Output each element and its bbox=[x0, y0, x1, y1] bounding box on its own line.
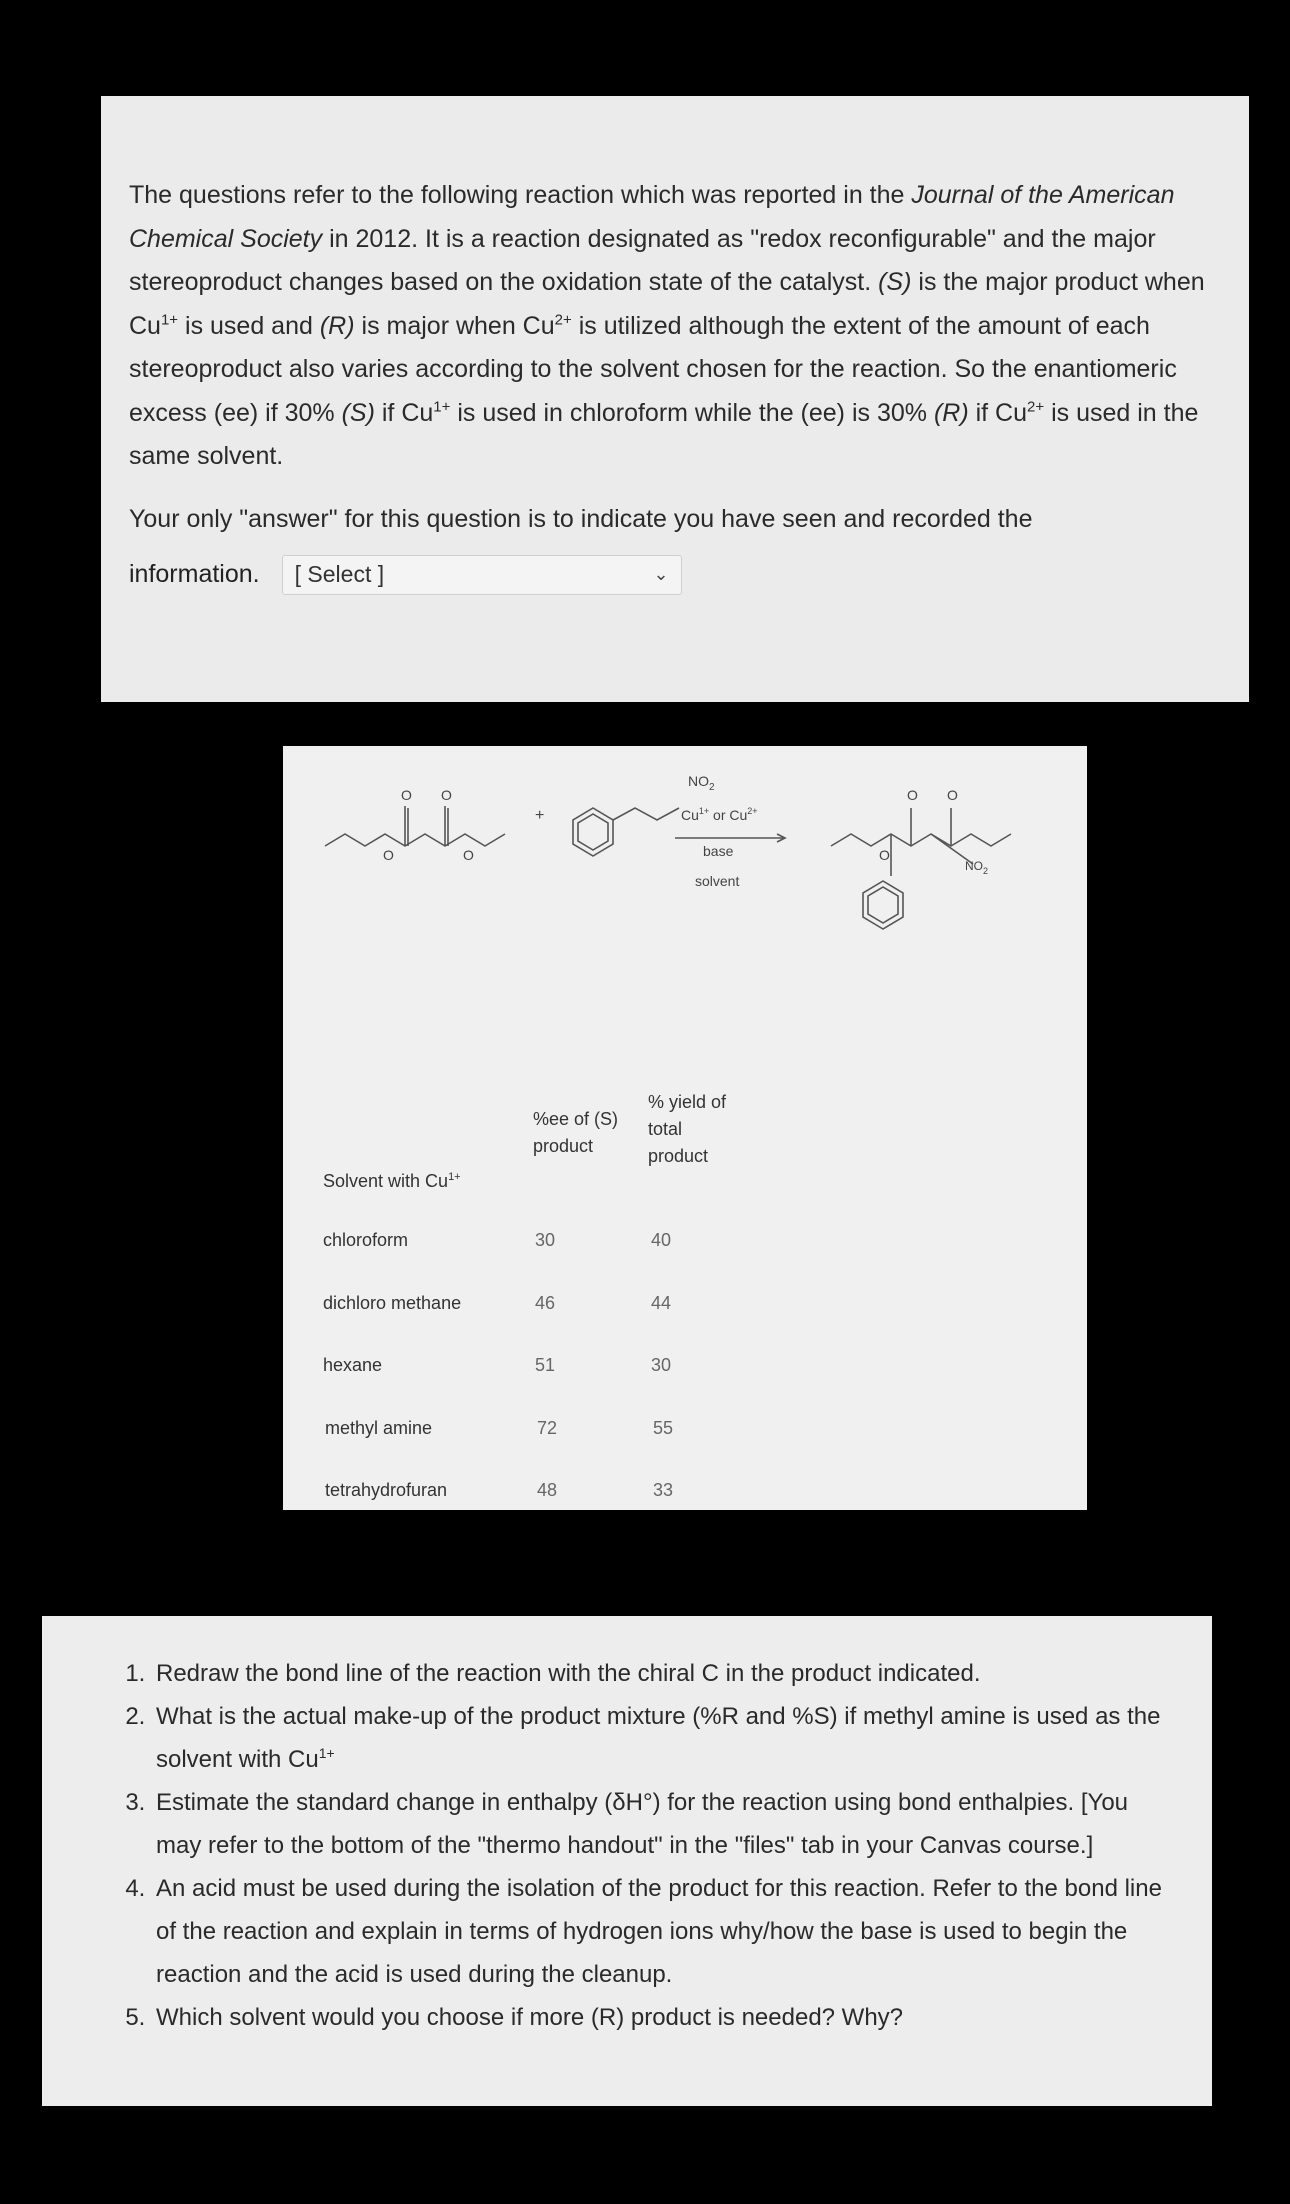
question-item: 2. What is the actual make-up of the product mixture (%R and %S) if methyl amine is used as the solvent with $Cu^{1+}$ bbox=[152, 1695, 1172, 1781]
question-item: 5. Which solvent would you choose if more (R) product is needed? Why? bbox=[152, 1996, 1172, 2039]
reaction-scheme bbox=[283, 746, 1087, 976]
instruction-text-end: information. bbox=[129, 560, 260, 588]
yield-value: 40 bbox=[651, 1230, 672, 1250]
instruction-text: Your only "answer" for this question is to indicate you have seen and recorded the bbox=[129, 504, 1033, 533]
solvent-name: chloroform bbox=[323, 1230, 409, 1250]
nitro-label: $NO_2$ bbox=[688, 773, 715, 793]
question-list bbox=[152, 1652, 1172, 2039]
col-header-ee: %ee of (S) product bbox=[533, 1109, 619, 1156]
solvent-name: methyl amine bbox=[325, 1418, 433, 1438]
yield-value: 30 bbox=[651, 1355, 672, 1375]
o-atom-label: O bbox=[947, 787, 958, 803]
answer-select[interactable] bbox=[282, 555, 682, 595]
solvent-label: solvent bbox=[695, 873, 740, 889]
reaction-panel bbox=[283, 746, 1087, 1510]
intro-panel bbox=[101, 96, 1249, 702]
yield-value: 55 bbox=[653, 1418, 674, 1438]
col-header-solvent: Solvent with $Cu^{1+}$ bbox=[323, 1171, 461, 1191]
ee-value: 72 bbox=[537, 1418, 558, 1438]
product-nitro-label: $NO_2$ bbox=[965, 859, 989, 876]
yield-value: 44 bbox=[651, 1293, 672, 1313]
solvent-name: hexane bbox=[323, 1355, 383, 1375]
catalyst-label: $Cu^{1+}$ or $Cu^{2+}$ bbox=[681, 806, 758, 823]
o-atom-label: O bbox=[401, 787, 412, 803]
o-atom-label: O bbox=[441, 787, 452, 803]
solvent-name: tetrahydrofuran bbox=[325, 1480, 448, 1500]
intro-paragraph: The questions refer to the following reaction which was reported in the Journal of the American Chemical Society in 2012. It is a reaction designated as "redox reconfigurable" and the major stereoproduct changes based on the oxidation state of the catalyst. (S) is the major product when $Cu^{1+}$ is used and (R) is major when $Cu^{2+}$ is utilized although the extent of the amount of each stereoproduct also varies according to the solvent chosen for the reaction. So the enantiomeric excess (ee) if 30% (S) if $Cu^{1+}$ is used in chloroform while the (ee) is 30% (R) if $Cu^{2+}$ is used in the same solvent. bbox=[129, 181, 1205, 470]
o-atom-label: O bbox=[383, 847, 394, 863]
chevron-down-icon: ⌄ bbox=[653, 564, 669, 584]
base-label: base bbox=[703, 843, 734, 859]
ee-value: 51 bbox=[535, 1355, 556, 1375]
question-item: 4. An acid must be used during the isolation of the product for this reaction. Refer to the bond line of the reaction and explain in terms of hydrogen ions why/how the base is used to begin the reaction and the acid is used during the cleanup. bbox=[152, 1867, 1172, 1996]
plus-sign: + bbox=[535, 807, 545, 824]
select-row bbox=[129, 555, 1219, 595]
o-atom-label: O bbox=[879, 847, 890, 863]
question-item: 3. Estimate the standard change in enthalpy (δH°) for the reaction using bond enthalpies. [You may refer to the bottom of the "thermo handout" in the "files" tab in your Canvas course.] bbox=[152, 1781, 1172, 1867]
col-header-yield: % yield of total product bbox=[648, 1092, 727, 1166]
questions-panel bbox=[42, 1616, 1212, 2106]
o-atom-label: O bbox=[907, 787, 918, 803]
select-value: [ Select ] bbox=[294, 561, 385, 587]
ee-value: 48 bbox=[537, 1480, 558, 1500]
question-item: 1. Redraw the bond line of the reaction with the chiral C in the product indicated. bbox=[152, 1652, 1172, 1695]
ee-value: 46 bbox=[535, 1293, 556, 1313]
o-atom-label: O bbox=[463, 847, 474, 863]
solvent-name: dichloro methane bbox=[323, 1293, 462, 1313]
yield-value: 33 bbox=[653, 1480, 674, 1500]
ee-value: 30 bbox=[535, 1230, 556, 1250]
